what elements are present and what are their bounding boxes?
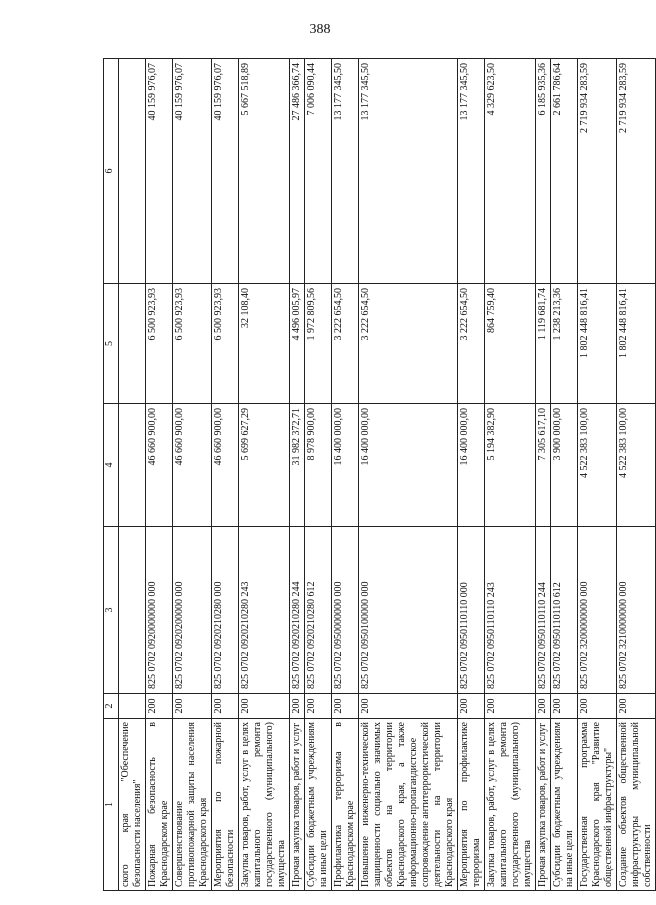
cell-name: Субсидии бюджетным учреждениям на иные цели xyxy=(551,719,578,891)
cell-c2: 200 xyxy=(290,694,305,719)
cell-name: Субсидии бюджетным учреждениям на иные цели xyxy=(305,719,332,891)
table-row xyxy=(119,59,146,891)
header-col-4: 4 xyxy=(104,404,119,527)
table-body xyxy=(119,59,656,891)
cell-v6: 13 177 345,50 xyxy=(458,59,485,284)
cell-v4: 4 522 383 100,00 xyxy=(617,404,656,527)
cell-code: 825 0702 0920210280 244 xyxy=(290,527,305,694)
cell-c2: 200 xyxy=(458,694,485,719)
cell-v5: 1 802 448 816,41 xyxy=(617,284,656,404)
cell-c2: 200 xyxy=(359,694,458,719)
cell-code: 825 0702 0920210280 000 xyxy=(212,527,239,694)
cell-v5: 1 238 213,36 xyxy=(551,284,578,404)
cell-name: Государственная программа Краснодарского края "Развитие общественной инфраструктуры" xyxy=(578,719,617,891)
table-row xyxy=(212,59,239,891)
cell-code: 825 0702 3200000000 000 xyxy=(578,527,617,694)
table-row xyxy=(173,59,212,891)
page-number: 388 xyxy=(309,22,331,37)
cell-name: Мероприятия по пожарной безопасности xyxy=(212,719,239,891)
cell-v4: 46 660 900,00 xyxy=(212,404,239,527)
cell-c2: 200 xyxy=(617,694,656,719)
cell-c2: 200 xyxy=(578,694,617,719)
header-col-2: 2 xyxy=(104,694,119,719)
table-row xyxy=(239,59,290,891)
cell-name: Прочая закупка товаров, работ и услуг xyxy=(290,719,305,891)
cell-code: 825 0702 0950000000 000 xyxy=(332,527,359,694)
cell-name: Совершенствование противопожарной защиты населения Краснодарского края xyxy=(173,719,212,891)
cell-c2: 200 xyxy=(239,694,290,719)
cell-v5: 6 500 923,93 xyxy=(146,284,173,404)
table-row xyxy=(359,59,458,891)
rotated-table-container xyxy=(103,59,653,891)
cell-v4: 46 660 900,00 xyxy=(173,404,212,527)
header-col-6: 6 xyxy=(104,59,119,284)
cell-v5: 32 108,40 xyxy=(239,284,290,404)
cell-v4: 5 699 627,29 xyxy=(239,404,290,527)
cell-name: Пожарная безопасность в Краснодарском крае xyxy=(146,719,173,891)
header-col-5: 5 xyxy=(104,284,119,404)
cell-c2: 200 xyxy=(485,694,536,719)
cell-v5: 864 759,40 xyxy=(485,284,536,404)
cell-v5 xyxy=(119,284,146,404)
header-col-1: 1 xyxy=(104,719,119,891)
cell-code: 825 0702 0950110110 612 xyxy=(551,527,578,694)
table-row xyxy=(146,59,173,891)
cell-name: ского края "Обеспечение безопасности населения" xyxy=(119,719,146,891)
cell-v4: 4 522 383 100,00 xyxy=(578,404,617,527)
cell-v5: 1 119 681,74 xyxy=(536,284,551,404)
cell-name: Профилактика терроризма в Краснодарском крае xyxy=(332,719,359,891)
table-row xyxy=(290,59,305,891)
cell-c2: 200 xyxy=(305,694,332,719)
cell-code: 825 0702 0950110110 244 xyxy=(536,527,551,694)
cell-v6: 7 006 090,44 xyxy=(305,59,332,284)
cell-c2: 200 xyxy=(551,694,578,719)
cell-code: 825 0702 0920200000 000 xyxy=(173,527,212,694)
cell-code xyxy=(119,527,146,694)
cell-code: 825 0702 0920210280 243 xyxy=(239,527,290,694)
cell-code: 825 0702 0920000000 000 xyxy=(146,527,173,694)
cell-name: Повышение инженерно-технической защищенности социально значимых объектов на территории Краснодарского края, а также информационно-пропагандистское сопровождение антитеррористической деятельности на территории Краснодарского края xyxy=(359,719,458,891)
cell-name: Закупка товаров, работ, услуг в целях капитального ремонта государственного (муниципального) имущества xyxy=(485,719,536,891)
cell-v5: 3 222 654,50 xyxy=(332,284,359,404)
cell-name: Прочая закупка товаров, работ и услуг xyxy=(536,719,551,891)
header-row xyxy=(104,59,119,891)
table-row xyxy=(617,59,656,891)
cell-v4: 31 982 372,71 xyxy=(290,404,305,527)
cell-c2: 200 xyxy=(146,694,173,719)
cell-c2: 200 xyxy=(536,694,551,719)
cell-v6: 13 177 345,50 xyxy=(332,59,359,284)
cell-v4: 16 400 000,00 xyxy=(458,404,485,527)
cell-v6 xyxy=(119,59,146,284)
cell-v5: 1 802 448 816,41 xyxy=(578,284,617,404)
cell-v4: 3 900 000,00 xyxy=(551,404,578,527)
cell-code: 825 0702 0950100000 000 xyxy=(359,527,458,694)
cell-v6: 40 159 976,07 xyxy=(212,59,239,284)
cell-c2: 200 xyxy=(173,694,212,719)
table-row xyxy=(305,59,332,891)
cell-v5: 6 500 923,93 xyxy=(173,284,212,404)
cell-v6: 2 661 786,64 xyxy=(551,59,578,284)
cell-v5: 6 500 923,93 xyxy=(212,284,239,404)
cell-v4: 5 194 382,90 xyxy=(485,404,536,527)
cell-v6: 6 185 935,36 xyxy=(536,59,551,284)
cell-c2: 200 xyxy=(212,694,239,719)
cell-name: Закупка товаров, работ, услуг в целях капитального ремонта государственного (муниципального) имущества xyxy=(239,719,290,891)
cell-v6: 5 667 518,89 xyxy=(239,59,290,284)
cell-v4 xyxy=(119,404,146,527)
table-row xyxy=(332,59,359,891)
cell-code: 825 0702 3210000000 000 xyxy=(617,527,656,694)
cell-v5: 1 972 809,56 xyxy=(305,284,332,404)
cell-c2 xyxy=(119,694,146,719)
cell-v6: 2 719 934 283,59 xyxy=(578,59,617,284)
cell-code: 825 0702 0950110110 243 xyxy=(485,527,536,694)
cell-code: 825 0702 0950110110 000 xyxy=(458,527,485,694)
cell-v6: 40 159 976,07 xyxy=(173,59,212,284)
cell-v6: 13 177 345,50 xyxy=(359,59,458,284)
table-row xyxy=(458,59,485,891)
cell-v5: 3 222 654,50 xyxy=(359,284,458,404)
table-row xyxy=(485,59,536,891)
budget-table xyxy=(103,58,656,891)
cell-name: Создание объектов общественной инфраструктуры муниципальной собственности xyxy=(617,719,656,891)
cell-v4: 7 305 617,10 xyxy=(536,404,551,527)
cell-v6: 40 159 976,07 xyxy=(146,59,173,284)
cell-v5: 3 222 654,50 xyxy=(458,284,485,404)
cell-v4: 16 400 000,00 xyxy=(359,404,458,527)
cell-v6: 27 486 366,74 xyxy=(290,59,305,284)
cell-code: 825 0702 0920210280 612 xyxy=(305,527,332,694)
cell-name: Мероприятия по профилактике терроризма xyxy=(458,719,485,891)
cell-v4: 8 978 900,00 xyxy=(305,404,332,527)
cell-v4: 46 660 900,00 xyxy=(146,404,173,527)
cell-v5: 4 496 005,97 xyxy=(290,284,305,404)
table-row xyxy=(551,59,578,891)
header-col-3: 3 xyxy=(104,527,119,694)
cell-v6: 2 719 934 283,59 xyxy=(617,59,656,284)
cell-c2: 200 xyxy=(332,694,359,719)
table-row xyxy=(536,59,551,891)
cell-v4: 16 400 000,00 xyxy=(332,404,359,527)
table-row xyxy=(578,59,617,891)
cell-v6: 4 329 623,50 xyxy=(485,59,536,284)
